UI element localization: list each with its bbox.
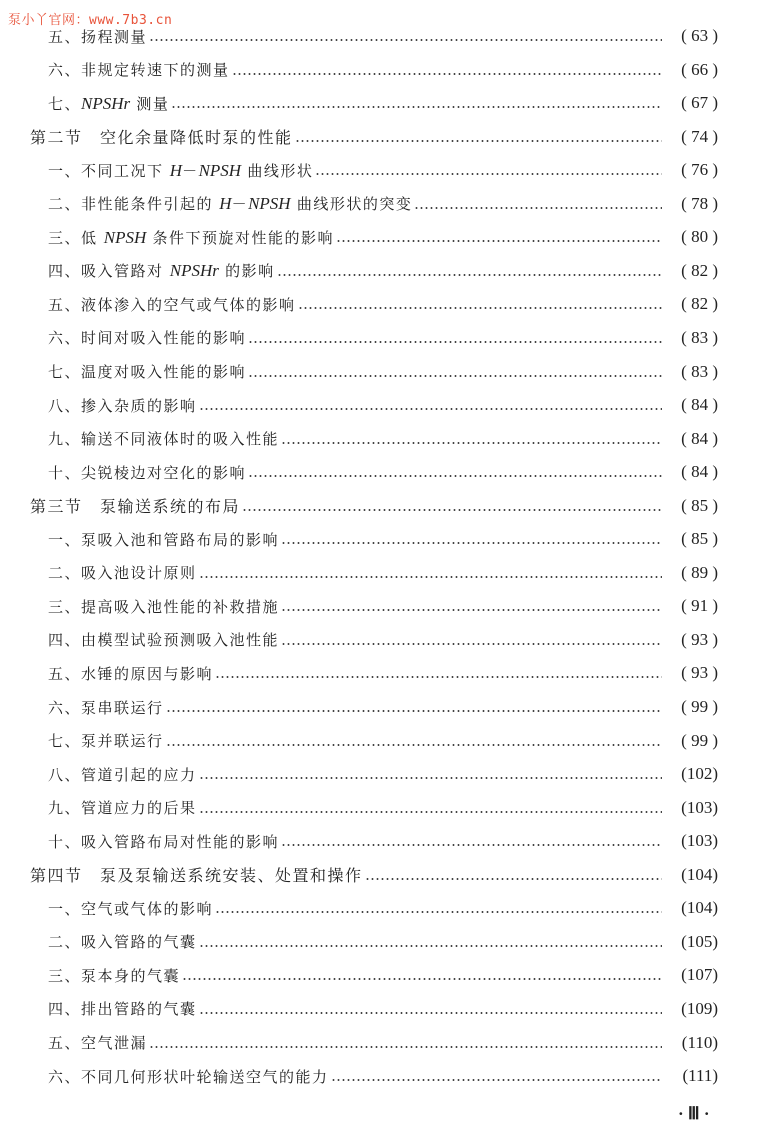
entry-page: ( 99 ) (681, 730, 718, 750)
entry-page: ( 78 ) (681, 193, 718, 213)
toc-section-entry (30, 120, 718, 154)
toc-entry (48, 355, 718, 389)
entry-title: 第三节 泵输送系统的布局 (30, 497, 241, 517)
toc-entry (48, 220, 718, 254)
entry-title: 一、空气或气体的影响 (48, 899, 214, 918)
entry-title: 第二节 空化余量降低时泵的性能 (30, 128, 293, 148)
entry-page: ( 83 ) (681, 361, 718, 381)
toc-entry (48, 422, 718, 456)
entry-title: 五、空气泄漏 (48, 1034, 148, 1052)
toc-entry (48, 388, 718, 422)
toc-entry (48, 53, 718, 87)
dot-leader (281, 542, 662, 544)
entry-page: ( 66 ) (681, 59, 718, 79)
entry-page: ( 82 ) (681, 294, 718, 314)
entry-page: ( 99 ) (681, 697, 718, 716)
entry-page: ( 93 ) (681, 663, 718, 683)
toc-entry (48, 958, 718, 992)
entry-title: 五、液体渗入的空气或气体的影响 (48, 295, 296, 314)
dot-leader (199, 777, 662, 779)
dot-leader (277, 274, 662, 276)
dot-leader (242, 509, 662, 511)
toc-entry (48, 455, 718, 489)
entry-page: ( 93 ) (681, 629, 718, 649)
entry-title: 九、输送不同液体时的吸入性能 (48, 430, 280, 449)
entry-title: 九、管道应力的后果 (48, 799, 197, 818)
toc-entry (48, 321, 718, 355)
toc-entry (48, 623, 718, 657)
entry-page: ( 83 ) (681, 327, 718, 347)
dot-leader (315, 173, 662, 175)
dot-leader (281, 643, 662, 645)
toc-entry (48, 824, 718, 858)
dot-leader (248, 475, 662, 477)
toc-entry (48, 287, 718, 321)
dot-leader (215, 676, 662, 678)
watermark-text: 泵小丫官网：www.7b3.cn (8, 13, 173, 28)
entry-title: 七、NPSHr 测量 (48, 93, 170, 113)
entry-title: 一、泵吸入池和管路布局的影响 (48, 530, 280, 549)
toc-entry (48, 522, 718, 556)
entry-title: 六、不同几何形状叶轮输送空气的能力 (48, 1067, 329, 1086)
entry-title: 七、温度对吸入性能的影响 (48, 363, 247, 381)
entry-title: 七、泵并联运行 (48, 732, 164, 751)
dot-leader (199, 811, 662, 813)
entry-title: 十、尖锐棱边对空化的影响 (48, 463, 247, 482)
dot-leader (149, 1046, 662, 1048)
toc-entry (48, 254, 718, 288)
entry-title: 一、不同工况下 H－NPSH 曲线形状 (48, 160, 314, 180)
entry-title: 六、泵串联运行 (48, 698, 164, 717)
toc-entry (48, 791, 718, 825)
toc-entry (48, 556, 718, 590)
dot-leader (149, 39, 662, 41)
dot-leader (365, 878, 662, 880)
entry-title: 六、时间对吸入性能的影响 (48, 329, 247, 348)
dot-leader (166, 710, 662, 712)
entry-page: (109) (681, 998, 718, 1018)
dot-leader (199, 576, 662, 578)
dot-leader (248, 375, 662, 377)
entry-title: 第四节 泵及泵输送系统安装、处置和操作 (30, 866, 363, 886)
toc-entry (48, 690, 718, 724)
dot-leader (171, 106, 662, 108)
entry-page: ( 74 ) (681, 126, 718, 146)
entry-title: 二、吸入池设计原则 (48, 564, 197, 583)
entry-page: ( 76 ) (681, 160, 718, 180)
entry-title: 四、吸入管路对 NPSHr 的影响 (48, 261, 275, 281)
toc-entry (48, 724, 718, 758)
toc-section-entry (30, 858, 718, 892)
entry-page: ( 89 ) (681, 562, 718, 582)
dot-leader (182, 978, 662, 980)
dot-leader (166, 744, 662, 746)
entry-title: 三、低 NPSH 条件下预旋对性能的影响 (48, 227, 335, 247)
entry-title: 十、吸入管路布局对性能的影响 (48, 832, 280, 851)
entry-page: (102) (681, 764, 718, 784)
toc-entry (48, 187, 718, 221)
dot-leader (414, 207, 662, 209)
dot-leader (248, 341, 662, 343)
entry-page: (107) (681, 965, 718, 985)
entry-page: (104) (681, 864, 718, 884)
entry-title: 二、非性能条件引起的 H－NPSH 曲线形状的突变 (48, 194, 413, 214)
dot-leader (281, 844, 662, 846)
entry-page: ( 91 ) (681, 596, 718, 616)
dot-leader (336, 240, 662, 242)
dot-leader (331, 1079, 662, 1081)
entry-title: 四、由模型试验预测吸入池性能 (48, 631, 280, 650)
entry-page: ( 82 ) (681, 260, 718, 280)
toc-entry (48, 1026, 718, 1060)
dot-leader (199, 945, 662, 947)
dot-leader (199, 408, 662, 410)
entry-page: (105) (681, 931, 718, 951)
entry-page: (103) (681, 797, 718, 817)
entry-page: (110) (681, 1032, 718, 1052)
toc-entry (48, 992, 718, 1026)
dot-leader (281, 609, 662, 611)
dot-leader (215, 911, 662, 913)
page-number: · Ⅲ · (678, 1104, 710, 1123)
entry-page: ( 63 ) (681, 26, 718, 45)
toc-entry (48, 86, 718, 120)
entry-title: 五、扬程测量 (48, 27, 148, 46)
toc-entry (48, 925, 718, 959)
entry-page: (111) (682, 1066, 718, 1086)
entry-page: (103) (681, 831, 718, 851)
entry-title: 八、掺入杂质的影响 (48, 396, 197, 415)
dot-leader (232, 73, 662, 75)
entry-page: ( 84 ) (681, 428, 718, 448)
toc-entry (48, 153, 718, 187)
entry-title: 六、非规定转速下的测量 (48, 61, 230, 80)
dot-leader (298, 307, 662, 309)
entry-title: 八、管道引起的应力 (48, 765, 197, 784)
toc-entry (48, 589, 718, 623)
toc-entry (48, 19, 718, 53)
entry-title: 五、水锤的原因与影响 (48, 664, 214, 683)
toc-entry (48, 891, 718, 925)
toc-entry (48, 1059, 718, 1093)
dot-leader (295, 140, 662, 142)
entry-page: ( 67 ) (681, 93, 718, 113)
toc-entry (48, 656, 718, 690)
dot-leader (281, 442, 662, 444)
entry-title: 二、吸入管路的气囊 (48, 933, 197, 952)
toc-entry (48, 757, 718, 791)
dot-leader (199, 1012, 662, 1014)
toc-section-entry (30, 489, 718, 523)
entry-page: ( 80 ) (681, 227, 718, 247)
entry-title: 三、提高吸入池性能的补救措施 (48, 597, 280, 616)
entry-title: 三、泵本身的气囊 (48, 966, 181, 985)
entry-page: (104) (681, 898, 718, 918)
entry-page: ( 85 ) (681, 495, 718, 515)
entry-page: ( 84 ) (681, 462, 718, 482)
entry-title: 四、排出管路的气囊 (48, 1000, 197, 1019)
entry-page: ( 85 ) (681, 529, 718, 549)
entry-page: ( 84 ) (681, 395, 718, 415)
